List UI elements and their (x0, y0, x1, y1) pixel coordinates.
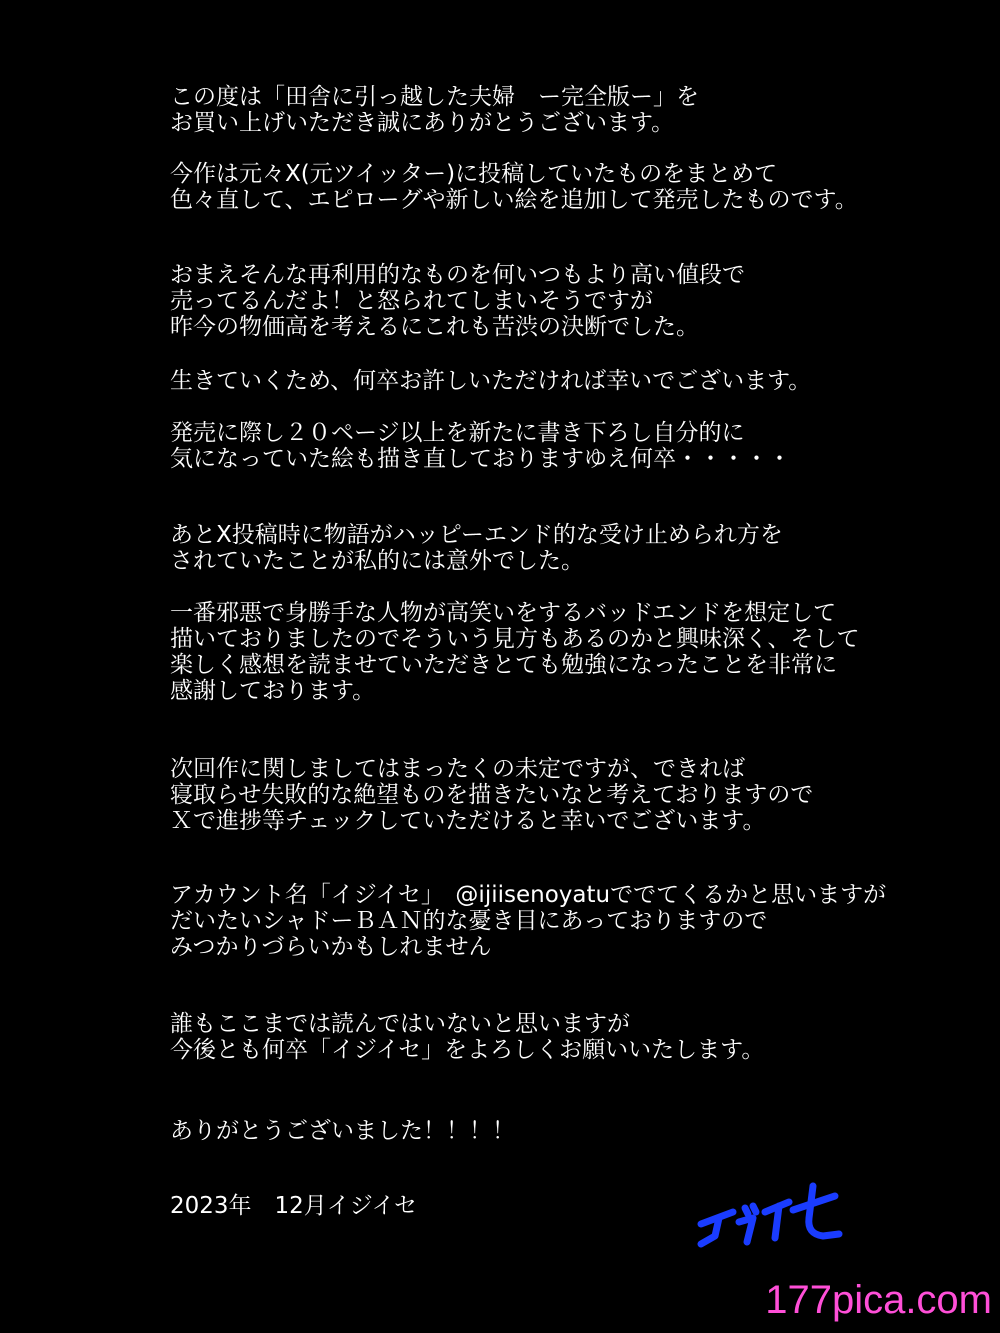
letter-line: 感謝しております。 (170, 678, 376, 704)
letter-line: あとX投稿時に物語がハッピーエンド的な受け止められ方を (170, 522, 783, 548)
letter-line: 昨今の物価高を考えるにこれも苦渋の決断でした。 (170, 314, 699, 340)
letter-line: お買い上げいただき誠にありがとうございます。 (170, 110, 675, 136)
letter-line: 次回作に関しましてはまったくの未定ですが、できれば (170, 756, 745, 782)
letter-line: 発売に際し２０ページ以上を新たに書き下ろし自分的に (170, 420, 745, 446)
letter-line: だいたいシャドーＢＡＮ的な憂き目にあっておりますので (170, 908, 768, 934)
letter-line: されていたことが私的には意外でした。 (170, 548, 584, 574)
letter-line: この度は「田舎に引っ越した夫婦 ー完全版ー」を (170, 84, 699, 110)
letter-line: 売ってるんだよ！と怒られてしまいそうですが (170, 288, 653, 314)
letter-line: 色々直して、エピローグや新しい絵を追加して発売したものです。 (170, 187, 858, 213)
letter-line: みつかりづらいかもしれません (170, 934, 492, 960)
letter-line: 楽しく感想を読ませていただきとても勉強になったことを非常に (170, 652, 837, 678)
letter-line: 今後とも何卒「イジイセ」をよろしくお願いいたします。 (170, 1037, 765, 1063)
letter-line: おまえそんな再利用的なものを何いつもより高い値段で (170, 262, 745, 288)
letter-line: アカウント名「イジイセ」 @ijiisenoyatuででてくるかと思いますが (170, 882, 887, 908)
handwritten-signature-icon (695, 1178, 845, 1248)
letter-line: 描いておりましたのでそういう見方もあるのかと興味深く、そして (170, 626, 860, 652)
letter-line: 誰もここまでは読んではいないと思いますが (170, 1011, 630, 1037)
watermark-text: 177pica.com (765, 1278, 992, 1322)
closing-thanks: ありがとうございました！！！！ (170, 1118, 515, 1144)
letter-line: 一番邪悪で身勝手な人物が高笑いをするバッドエンドを想定して (170, 600, 837, 626)
letter-line: 気になっていた絵も描き直しておりますゆえ何卒・・・・・ (170, 446, 791, 472)
letter-line: 生きていくため、何卒お許しいただければ幸いでございます。 (170, 368, 812, 394)
letter-line: 寝取らせ失敗的な絶望ものを描きたいなと考えておりますので (170, 782, 814, 808)
letter-line: Ｘで進捗等チェックしていただけると幸いでございます。 (170, 808, 766, 834)
date-author-line: 2023年 12月イジイセ (170, 1193, 417, 1219)
letter-line: 今作は元々X(元ツイッター)に投稿していたものをまとめて (170, 161, 778, 187)
